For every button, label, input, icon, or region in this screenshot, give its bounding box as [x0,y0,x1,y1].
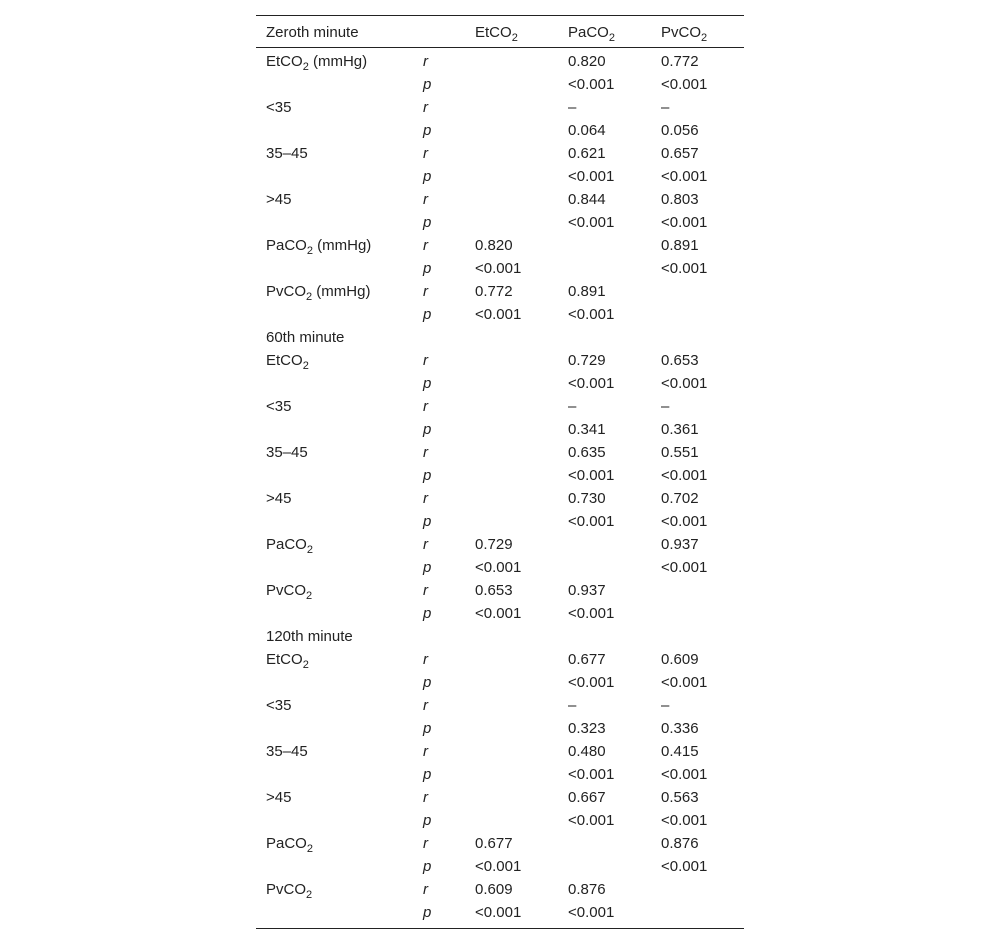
table-row [256,764,744,787]
etco2-value: <0.001 [475,605,522,622]
etco2-value: <0.001 [475,904,522,921]
pvco2-value: <0.001 [661,467,708,484]
pvco2-value: <0.001 [661,766,708,783]
pvco2-value: <0.001 [661,214,708,231]
stat-symbol: r [423,398,428,415]
header-period-label: Zeroth minute [266,24,359,41]
pvco2-value: 0.563 [661,789,699,806]
stat-symbol: p [423,467,432,484]
table-row [256,856,744,879]
table-row [256,511,744,534]
table-row [256,442,744,465]
table-bottom-rule [256,928,744,929]
pvco2-value: <0.001 [661,260,708,277]
table-row [256,810,744,833]
etco2-value: <0.001 [475,306,522,323]
stat-symbol: r [423,283,428,300]
table-row [256,97,744,120]
stat-symbol: r [423,237,428,254]
table-row [256,235,744,258]
stat-symbol: r [423,582,428,599]
paco2-value: 0.730 [568,490,606,507]
stat-symbol: r [423,536,428,553]
section-heading-row [256,626,744,649]
table-row [256,350,744,373]
stat-symbol: r [423,444,428,461]
row-label: PaCO$_2$ [266,835,313,855]
paco2-value: <0.001 [568,904,615,921]
row-label: EtCO$_2$ [266,352,309,372]
etco2-value: 0.820 [475,237,513,254]
table-row [256,373,744,396]
paco2-value: <0.001 [568,375,615,392]
paco2-value: <0.001 [568,766,615,783]
pvco2-value: 0.653 [661,352,699,369]
stat-symbol: p [423,605,432,622]
etco2-value: 0.653 [475,582,513,599]
stat-symbol: r [423,789,428,806]
pvco2-value: <0.001 [661,858,708,875]
table-row [256,557,744,580]
table-row [256,741,744,764]
pvco2-value: 0.772 [661,53,699,70]
pvco2-value: 0.937 [661,536,699,553]
stat-symbol: p [423,559,432,576]
table-row [256,281,744,304]
paco2-value: – [568,99,577,116]
row-label: PvCO$_2$ (mmHg) [266,283,371,303]
table-row [256,488,744,511]
stat-symbol: r [423,191,428,208]
paco2-value: <0.001 [568,306,615,323]
etco2-value: <0.001 [475,858,522,875]
etco2-value: 0.772 [475,283,513,300]
table-row [256,902,744,925]
etco2-value: 0.609 [475,881,513,898]
row-label: 35–45 [266,145,308,162]
stat-symbol: r [423,53,428,70]
row-label: <35 [266,99,292,116]
stat-symbol: p [423,674,432,691]
section-heading-row [256,327,744,350]
paco2-value: 0.341 [568,421,606,438]
row-label: >45 [266,789,292,806]
table-row [256,74,744,97]
stat-symbol: r [423,651,428,668]
header-paco2: PaCO$_2$ [568,24,615,44]
stat-symbol: r [423,145,428,162]
stat-symbol: p [423,375,432,392]
row-label: PaCO$_2$ (mmHg) [266,237,372,257]
table-row [256,580,744,603]
pvco2-value: 0.657 [661,145,699,162]
pvco2-value: 0.415 [661,743,699,760]
stat-symbol: r [423,697,428,714]
table-row [256,649,744,672]
table-row [256,672,744,695]
row-label: 35–45 [266,743,308,760]
pvco2-value: 0.551 [661,444,699,461]
table-row [256,879,744,902]
pvco2-value: 0.336 [661,720,699,737]
stat-symbol: r [423,835,428,852]
row-label: <35 [266,697,292,714]
paco2-value: 0.820 [568,53,606,70]
paco2-value: <0.001 [568,605,615,622]
stat-symbol: r [423,99,428,116]
stat-symbol: p [423,720,432,737]
row-label: >45 [266,490,292,507]
stat-symbol: p [423,306,432,323]
pvco2-value: 0.702 [661,490,699,507]
table-row [256,534,744,557]
pvco2-value: 0.876 [661,835,699,852]
table-row [256,718,744,741]
stat-symbol: p [423,858,432,875]
stat-symbol: p [423,214,432,231]
paco2-value: – [568,398,577,415]
etco2-value: 0.677 [475,835,513,852]
paco2-value: <0.001 [568,214,615,231]
paco2-value: 0.667 [568,789,606,806]
row-label: PvCO$_2$ [266,881,313,901]
paco2-value: <0.001 [568,168,615,185]
stat-symbol: p [423,122,432,139]
table-row [256,396,744,419]
pvco2-value: <0.001 [661,168,708,185]
table-row [256,120,744,143]
table-row [256,419,744,442]
table-row [256,833,744,856]
etco2-value: <0.001 [475,260,522,277]
pvco2-value: <0.001 [661,674,708,691]
paco2-value: 0.937 [568,582,606,599]
paco2-value: 0.677 [568,651,606,668]
row-label: >45 [266,191,292,208]
paco2-value: – [568,697,577,714]
paco2-value: 0.480 [568,743,606,760]
paco2-value: 0.891 [568,283,606,300]
table-header [256,16,744,47]
pvco2-value: 0.891 [661,237,699,254]
paco2-value: 0.635 [568,444,606,461]
paco2-value: 0.323 [568,720,606,737]
etco2-value: <0.001 [475,559,522,576]
stat-symbol: r [423,352,428,369]
pvco2-value: – [661,398,670,415]
row-label: EtCO$_2$ [266,651,309,671]
paco2-value: 0.876 [568,881,606,898]
stat-symbol: p [423,421,432,438]
paco2-value: 0.621 [568,145,606,162]
pvco2-value: <0.001 [661,76,708,93]
section-heading: 60th minute [266,329,345,346]
table-row [256,258,744,281]
correlation-table [256,15,744,929]
pvco2-value: <0.001 [661,375,708,392]
row-label: <35 [266,398,292,415]
pvco2-value: 0.609 [661,651,699,668]
stat-symbol: r [423,743,428,760]
paco2-value: 0.729 [568,352,606,369]
table-row [256,603,744,626]
row-label: PaCO$_2$ [266,536,313,556]
row-label: 35–45 [266,444,308,461]
stat-symbol: p [423,766,432,783]
paco2-value: <0.001 [568,513,615,530]
row-label: PvCO$_2$ [266,582,313,602]
pvco2-value: <0.001 [661,513,708,530]
section-heading: 120th minute [266,628,353,645]
paco2-value: <0.001 [568,812,615,829]
pvco2-value: – [661,697,670,714]
etco2-value: 0.729 [475,536,513,553]
table-row [256,465,744,488]
paco2-value: <0.001 [568,467,615,484]
table-row [256,787,744,810]
stat-symbol: r [423,881,428,898]
stat-symbol: p [423,904,432,921]
table-row [256,695,744,718]
header-pvco2: PvCO$_2$ [661,24,708,44]
paco2-value: 0.844 [568,191,606,208]
stat-symbol: r [423,490,428,507]
stat-symbol: p [423,76,432,93]
pvco2-value: 0.361 [661,421,699,438]
pvco2-value: <0.001 [661,559,708,576]
row-label: EtCO$_2$ (mmHg) [266,53,368,73]
paco2-value: <0.001 [568,674,615,691]
table-row [256,51,744,74]
stat-symbol: p [423,513,432,530]
table-row [256,189,744,212]
stat-symbol: p [423,260,432,277]
table-row [256,166,744,189]
table-row [256,143,744,166]
stat-symbol: p [423,168,432,185]
pvco2-value: 0.056 [661,122,699,139]
paco2-value: 0.064 [568,122,606,139]
pvco2-value: <0.001 [661,812,708,829]
table-row [256,304,744,327]
paco2-value: <0.001 [568,76,615,93]
pvco2-value: 0.803 [661,191,699,208]
stat-symbol: p [423,812,432,829]
table-body [256,48,744,928]
table-row [256,212,744,235]
pvco2-value: – [661,99,670,116]
header-etco2: EtCO$_2$ [475,24,518,44]
